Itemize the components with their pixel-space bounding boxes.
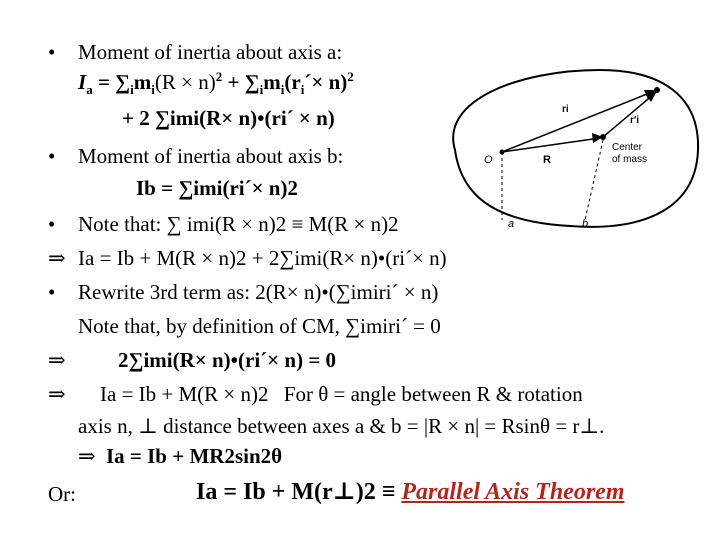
sup-2b: 2 — [347, 69, 354, 84]
line-perp-distance — [78, 414, 604, 438]
implies-2: ⇒ — [48, 348, 66, 372]
line-ia-simplified — [100, 382, 583, 406]
label-R: R — [543, 154, 551, 166]
sub-i3: i — [259, 82, 264, 98]
label-ri: ri — [562, 104, 569, 115]
theta-definition: For θ = angle between R & rotation — [283, 382, 583, 406]
label-O: O — [484, 154, 493, 166]
line-cm-definition — [78, 314, 441, 338]
ri: (r — [284, 70, 301, 94]
axis-b-line — [585, 140, 603, 220]
bullet-2: • — [48, 144, 56, 168]
sym-I: I — [78, 70, 87, 94]
cm-def: Note that, by definition of CM, ∑imiri´ = 0 — [78, 314, 441, 338]
label-of-mass: of mass — [612, 154, 648, 165]
ia-full-eq: Ia = Ib + M(R × n)2 + 2∑imi(R× n)•(ri´× n) — [78, 246, 447, 270]
or-label: Or: — [48, 482, 76, 506]
line-zero-term — [118, 348, 336, 372]
parallel-axis-theorem: Parallel Axis Theorem — [401, 479, 625, 505]
ia-mr2: Ia = Ib + MR2sin2θ — [106, 444, 283, 468]
line-moment-axis-a — [78, 40, 342, 64]
sub-i: i — [130, 82, 134, 98]
line-ib-equation — [136, 176, 298, 200]
zero-term: 2∑imi(R× n)•(ri´× n) = 0 — [118, 348, 337, 372]
sup-2: 2 — [215, 69, 223, 84]
ib-eq: Ib = ∑imi(ri´× n)2 — [136, 176, 298, 200]
text-moment-a: Moment of inertia about axis a: — [78, 40, 343, 64]
line-rewrite — [78, 280, 438, 304]
bullet-4: • — [48, 280, 56, 304]
label-b: b — [582, 218, 589, 230]
plus-sum: + ∑ — [222, 70, 260, 94]
bullet-1: • — [48, 40, 56, 64]
label-ri-prime: r′i — [630, 115, 640, 126]
bullet-3: • — [48, 212, 56, 236]
line-ia-equation — [78, 69, 354, 98]
rewrite-eq: Rewrite 3rd term as: 2(R× n)•(∑imiri´ × n) — [78, 280, 439, 304]
m2: m — [263, 70, 281, 94]
note-eq: Note that: ∑ imi(R × n)2 ≡ M(R × n)2 — [78, 212, 399, 236]
label-center: Center — [612, 142, 643, 153]
vector-R — [502, 138, 600, 152]
sub-i5: i — [300, 82, 305, 98]
line-note — [78, 212, 399, 236]
line-ia-mr2 — [106, 444, 282, 468]
line-moment-axis-b — [78, 144, 343, 168]
sub-a: a — [86, 82, 93, 98]
perp-distance: axis n, ⊥ distance between axes a & b = |R × n| = Rsinθ = r⊥. — [78, 414, 605, 438]
line-ia-full — [78, 246, 447, 270]
final-eq: Ia = Ib + M(r⊥)2 ≡ — [196, 479, 396, 505]
line-cross-term — [122, 106, 335, 130]
eq-sum: = ∑ — [92, 70, 131, 94]
sub-i4: i — [280, 82, 285, 98]
ri-cross-n: ´× n) — [304, 70, 348, 94]
r-cross-n: (R × n) — [154, 70, 216, 94]
vector-ri-prime — [603, 94, 654, 137]
line-final — [196, 478, 625, 506]
text-moment-b: Moment of inertia about axis b: — [78, 144, 344, 168]
sub-i2: i — [151, 82, 155, 98]
implies-4: ⇒ — [78, 444, 96, 468]
m: m — [133, 70, 152, 94]
ia-simplified: Ia = Ib + M(R × n)2 — [100, 382, 269, 406]
body-outline — [453, 70, 698, 227]
implies-3: ⇒ — [48, 382, 66, 406]
implies-1: ⇒ — [48, 246, 66, 270]
cross-term: + 2 ∑imi(R× n)•(ri´ × n) — [122, 106, 335, 130]
label-a: a — [508, 218, 515, 230]
